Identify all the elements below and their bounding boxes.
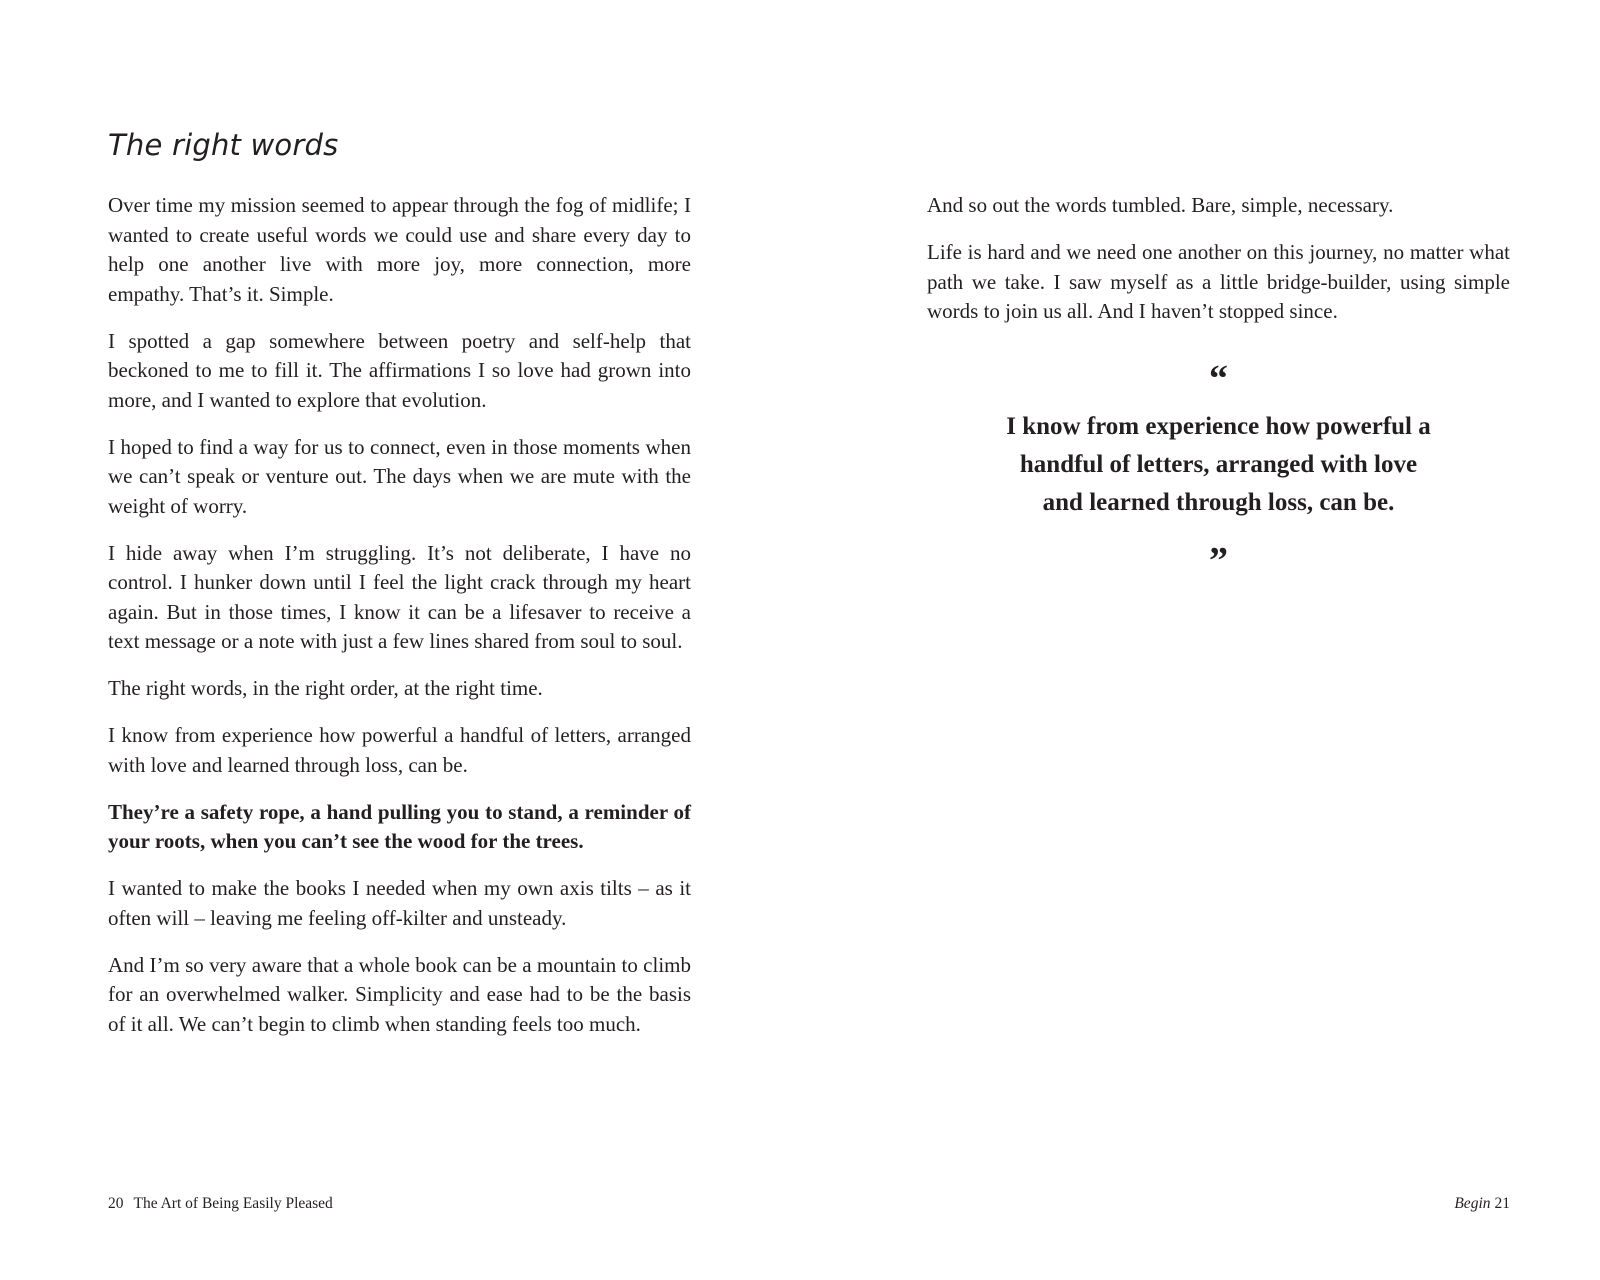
paragraph-bridge-builder: Life is hard and we need one another on this journey, no matter what path we take. I saw myself as a little bridge-builder, using simple words to join us all. And I haven’t stopped since. bbox=[927, 240, 1510, 323]
right-page-body bbox=[927, 191, 1510, 344]
right-page-footer bbox=[1454, 1195, 1510, 1213]
pull-quote-text: I know from experience how powerful a handful of letters, arranged with love and learned through loss, can be. bbox=[1006, 413, 1431, 516]
running-section-title: Begin bbox=[1454, 1195, 1491, 1212]
open-quote-mark: “ bbox=[1209, 358, 1228, 400]
paragraph-hide-away: I hide away when I’m struggling. It’s not deliberate, I have no control. I hunker down until I feel the light crack through my heart again. But in those times, I know it can be a lifesaver to receive a text message or a note with just a few lines shared from soul to soul. bbox=[108, 540, 691, 653]
close-quote-mark: ” bbox=[1209, 540, 1228, 582]
left-page bbox=[108, 0, 691, 1280]
pull-quote bbox=[927, 360, 1510, 580]
right-page bbox=[927, 0, 1510, 1280]
running-book-title: The Art of Being Easily Pleased bbox=[133, 1195, 333, 1212]
paragraph-axis-tilts: I wanted to make the books I needed when my own axis tilts – as it often will – leaving me feeling off-kilter and unsteady. bbox=[108, 876, 691, 930]
paragraph-words-tumbled: And so out the words tumbled. Bare, simple, necessary. bbox=[927, 193, 1394, 217]
left-page-footer bbox=[108, 1195, 333, 1213]
paragraph-experience: I know from experience how powerful a handful of letters, arranged with love and learned through loss, can be. bbox=[108, 723, 691, 777]
paragraph-gap: I spotted a gap somewhere between poetry and self-help that beckoned to me to fill it. The affirmations I so love had grown into more, and I wanted to explore that evolution. bbox=[108, 328, 691, 412]
left-page-body bbox=[108, 191, 691, 1057]
paragraph-safety-rope: They’re a safety rope, a hand pulling you to stand, a reminder of your roots, when you can’t see the wood for the trees. bbox=[108, 799, 691, 853]
paragraph-mission: Over time my mission seemed to appear through the fog of midlife; I wanted to create useful words we could use and share every day to help one another live with more joy, more connection, more empathy. That’s it. Simple. bbox=[108, 193, 691, 306]
chapter-heading: The right words bbox=[108, 128, 339, 162]
paragraph-connect: I hoped to find a way for us to connect, even in those moments when we can’t speak or venture out. The days when we are mute with the weight of worry. bbox=[108, 434, 691, 518]
page-number: 21 bbox=[1494, 1195, 1510, 1212]
paragraph-mountain: And I’m so very aware that a whole book can be a mountain to climb for an overwhelmed walker. Simplicity and ease had to be the basis of it all. We can’t begin to climb when standing feels too much. bbox=[108, 952, 691, 1036]
paragraph-right-words: The right words, in the right order, at the right time. bbox=[108, 676, 543, 700]
page-number: 20 bbox=[108, 1195, 124, 1212]
